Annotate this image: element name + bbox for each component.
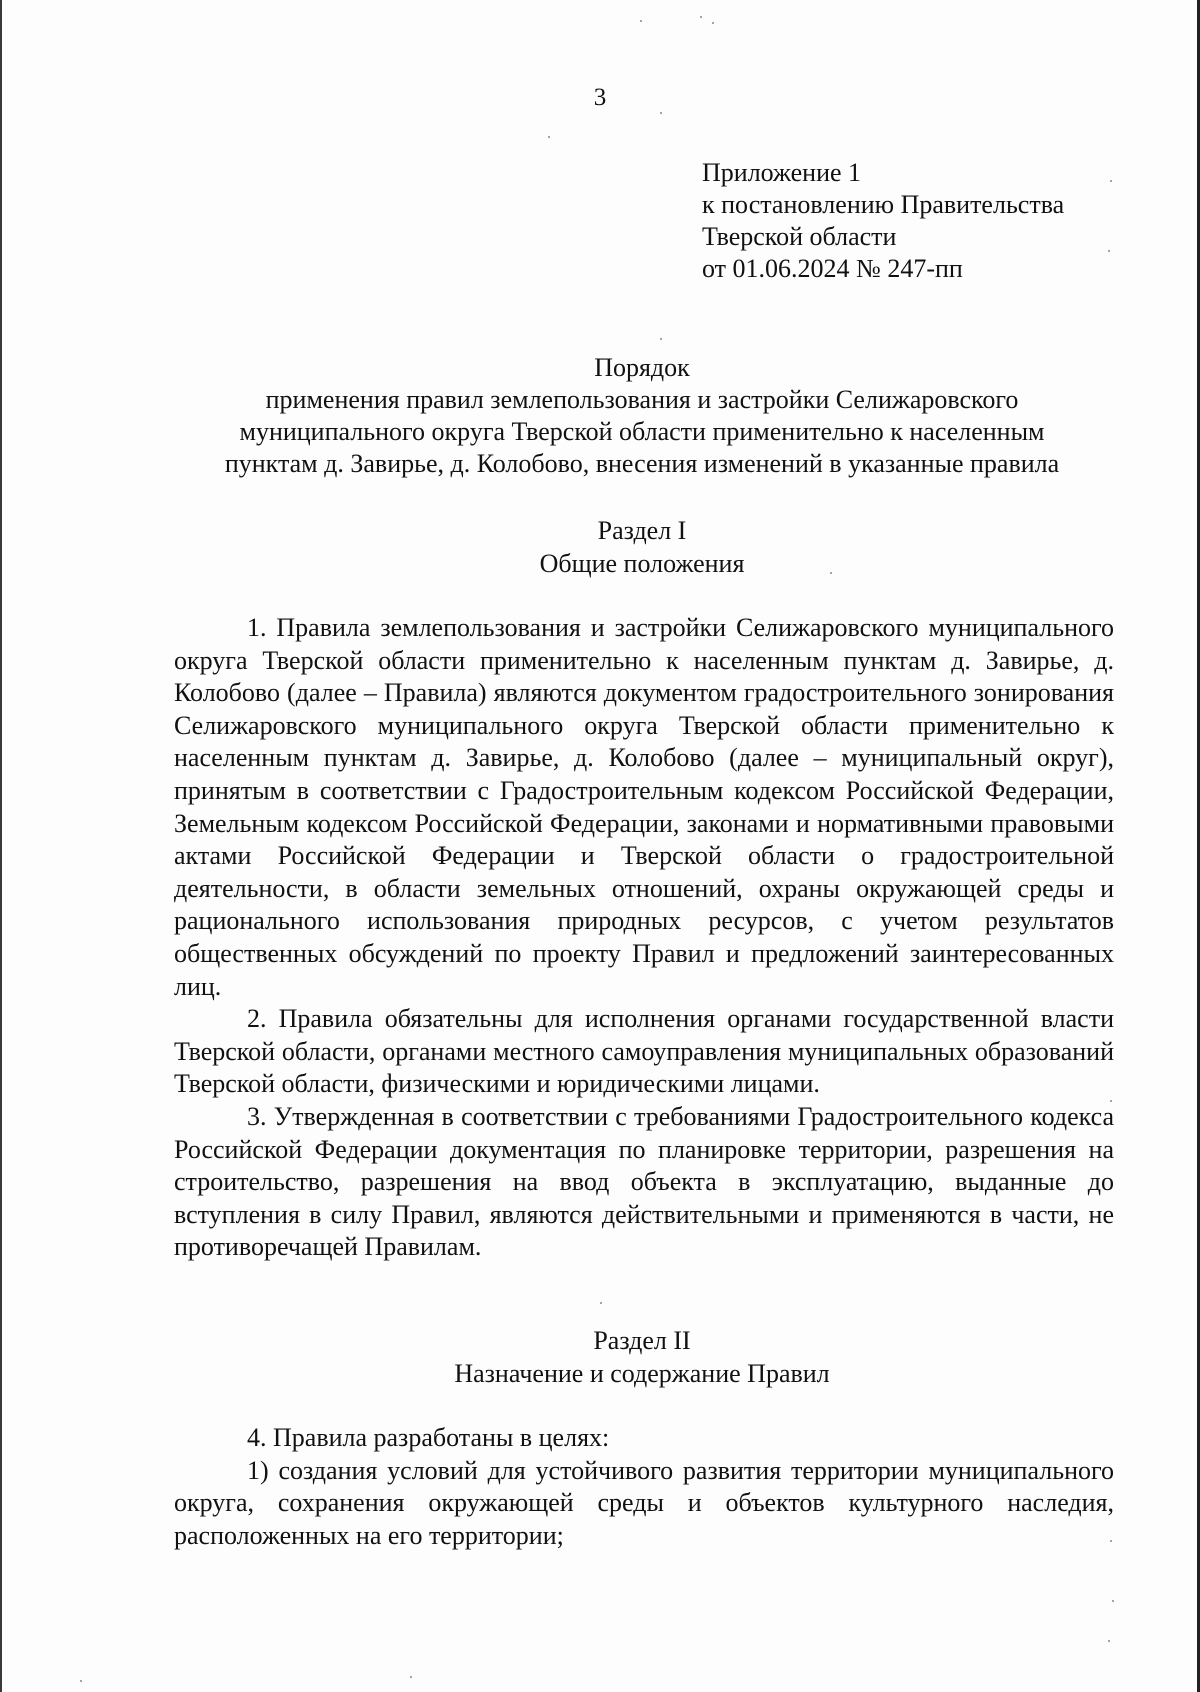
scan-speck — [640, 20, 642, 22]
approval-line-region: Тверской области — [702, 222, 897, 251]
section-2-body — [174, 1422, 1114, 1552]
title-heading: Порядок — [594, 353, 690, 382]
paragraph-1: 1. Правила землепользования и застройки Селижаровского муниципального округа Тверской области применительно к населенным пунктам д. Завирье, д. Колобово (далее – Правила) являются документом градостроительного зонирования Селижаровского муниципального округа Тверской области применительно к населенным пунктам д. Завирье, д. Колобово (далее – муниципальный округ), принятым в соответствии с Градостроительным кодексом Российской Федерации, Земельным кодексом Российской Федерации, законами и нормативными правовыми актами Российской Федерации и Тверской области о градостроительной деятельности, в области земельных отношений, охраны окружающей среды и рационального использования природных ресурсов, с учетом результатов общественных обсуждений по проекту Правил и предложений заинтересованных лиц. — [174, 613, 1114, 1001]
paragraph-4: 4. Правила разработаны в целях: — [247, 1423, 610, 1452]
section-1-name: Общие положения — [539, 549, 745, 578]
section-1-label: Раздел I — [597, 516, 687, 545]
scan-speck — [660, 338, 662, 340]
section-1-body — [174, 612, 1114, 1264]
scan-speck — [1110, 1100, 1112, 1102]
section-2-label: Раздел II — [593, 1326, 691, 1355]
scan-speck — [1108, 1640, 1110, 1642]
scan-speck — [1108, 250, 1110, 252]
scan-speck — [830, 572, 832, 574]
approval-line-resolution: к постановлению Правительства — [702, 190, 1065, 219]
paragraph-3: 3. Утвержденная в соответствии с требованиями Градостроительного кодекса Российской Федерации документация по планировке территории, разрешения на строительство, разрешения на ввод объекта в эксплуатацию, выданные до вступления в силу Правил, являются действительными и применяются в части, не противоречащей Правилам. — [174, 1101, 1114, 1262]
section-2-heading — [170, 1324, 1114, 1390]
section-1-heading — [170, 514, 1114, 580]
scan-speck — [1112, 1600, 1114, 1602]
document-title — [170, 352, 1114, 480]
approval-line-date-number: от 01.06.2024 № 247-пп — [702, 254, 963, 283]
scan-speck — [660, 112, 662, 114]
page-number: 3 — [593, 84, 607, 111]
scan-edge-left — [0, 0, 2, 1692]
section-2-name: Назначение и содержание Правил — [454, 1359, 830, 1388]
paragraph-4-item-1: 1) создания условий для устойчивого развития территории муниципального округа, сохранения окружающей среды и объектов культурного наследия, расположенных на его территории; — [174, 1455, 1114, 1550]
approval-line-appendix: Приложение 1 — [702, 158, 862, 187]
title-line-3: пунктам д. Завирье, д. Колобово, внесения изменений в указанные правила — [224, 449, 1060, 478]
scan-speck — [1110, 1540, 1112, 1542]
title-line-1: применения правил землепользования и застройки Селижаровского — [265, 385, 1019, 414]
scan-speck — [80, 1680, 82, 1682]
scan-speck — [410, 1676, 412, 1678]
scan-speck — [1110, 180, 1112, 182]
scan-speck — [548, 136, 550, 138]
scan-speck — [712, 22, 714, 24]
paragraph-2: 2. Правила обязательны для исполнения органами государственной власти Тверской области, органами местного самоуправления муниципальных образований Тверской области, физическими и юридическими лицами. — [174, 1004, 1114, 1099]
scan-speck — [700, 16, 702, 18]
scan-speck — [600, 1302, 602, 1304]
approval-stamp-block — [702, 157, 1142, 285]
title-line-2: муниципального округа Тверской области применительно к населенным — [239, 417, 1045, 446]
